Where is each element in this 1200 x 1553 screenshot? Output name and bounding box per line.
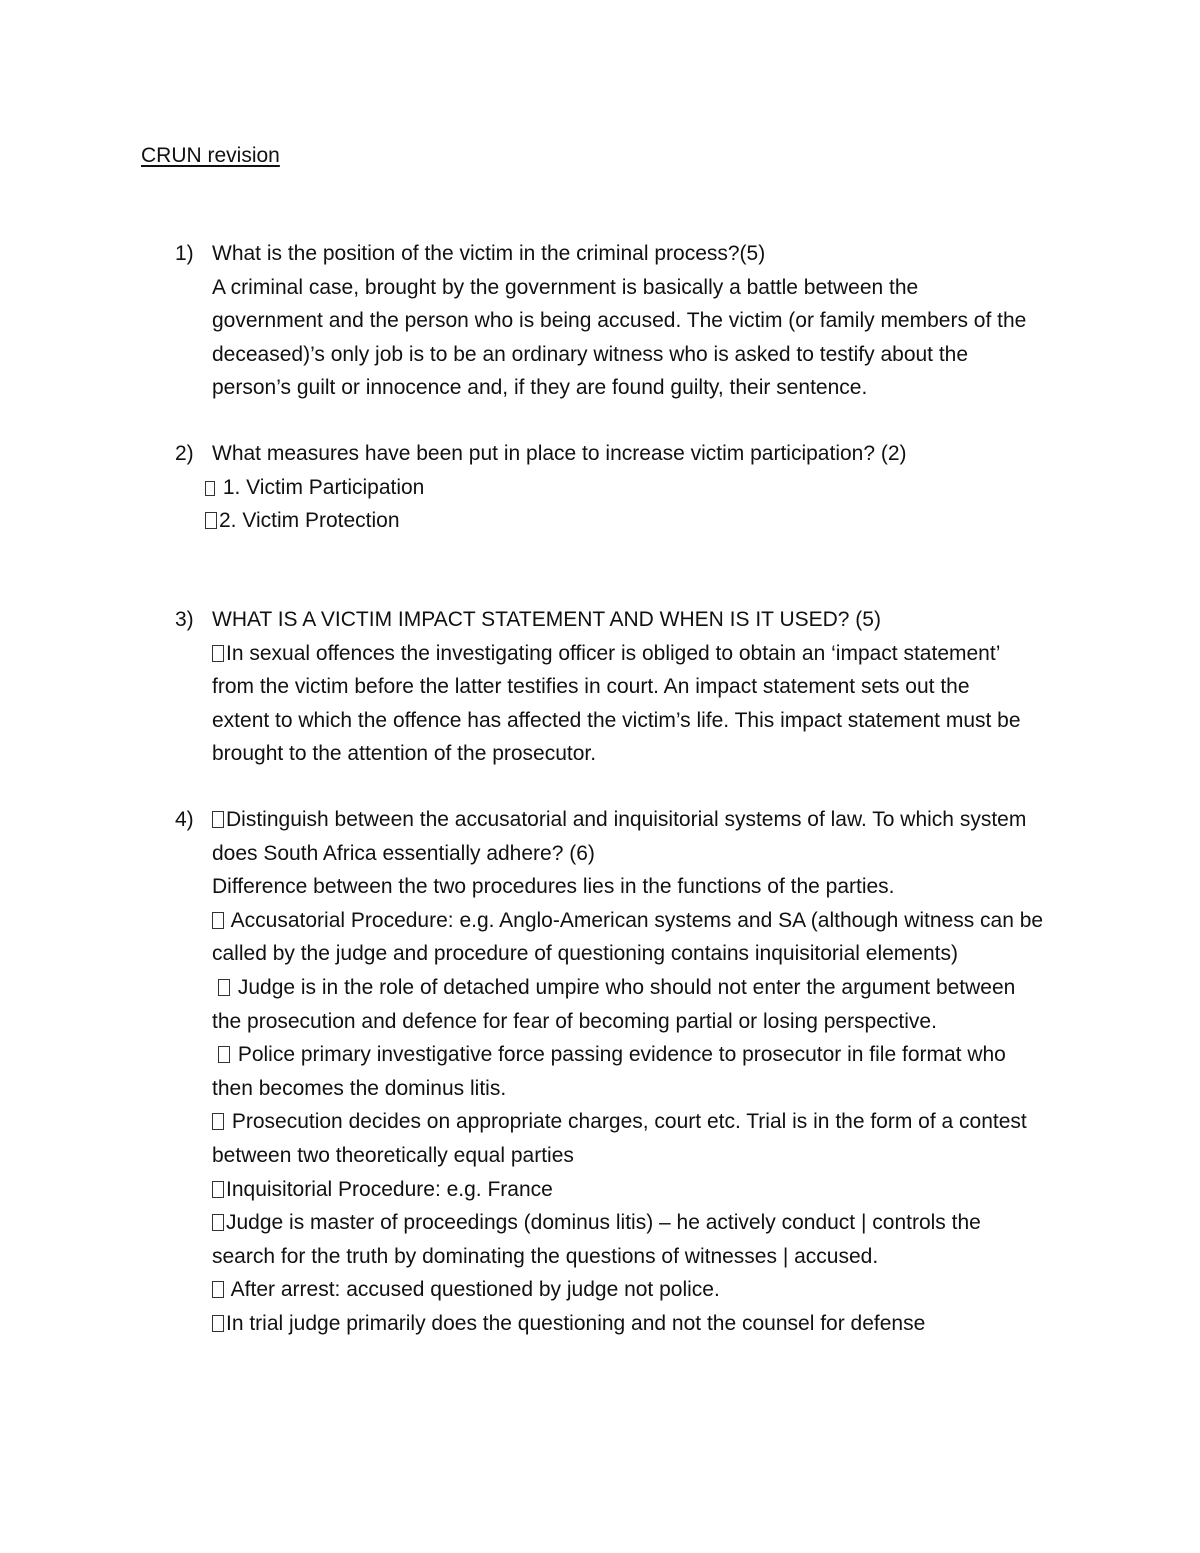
answer-line: search for the truth by dominating the questions of witnesses | accused. bbox=[212, 1244, 879, 1268]
answer-line: the prosecution and defence for fear of becoming partial or losing perspective. bbox=[212, 1009, 937, 1033]
answer-text: 1. Victim Participation bbox=[217, 475, 425, 499]
answer-line bbox=[218, 1038, 1082, 1072]
answer-line: between two theoretically equal parties bbox=[212, 1143, 574, 1167]
question-text: does South Africa essentially adhere? (6) bbox=[212, 841, 595, 865]
answer-text: Police primary investigative force passing evidence to prosecutor in file format who bbox=[232, 1043, 1006, 1067]
question-number: 3) bbox=[175, 608, 194, 631]
missing-glyph-icon bbox=[218, 979, 230, 996]
question-body bbox=[212, 437, 1082, 538]
answer-text: Prosecution decides on appropriate charges, court etc. Trial is in the form of a contest bbox=[226, 1110, 1027, 1134]
answer-line bbox=[205, 471, 1082, 505]
question-text: WHAT IS A VICTIM IMPACT STATEMENT AND WHEN IS IT USED? (5) bbox=[212, 608, 881, 631]
missing-glyph-icon bbox=[212, 1113, 224, 1130]
answer-line: deceased)’s only job is to be an ordinary witness who is asked to testify about the bbox=[212, 342, 969, 366]
question-number: 1) bbox=[175, 242, 194, 265]
question-body bbox=[212, 237, 1082, 405]
missing-glyph-icon bbox=[212, 1281, 224, 1298]
question-text: What measures have been put in place to increase victim participation? (2) bbox=[212, 442, 907, 465]
answer-line: then becomes the dominus litis. bbox=[212, 1076, 507, 1100]
answer-text: In trial judge primarily does the questioning and not the counsel for defense bbox=[226, 1311, 926, 1335]
answer-line: extent to which the offence has affected the victim’s life. This impact statement must be bbox=[212, 708, 1021, 732]
answer-line: Difference between the two procedures lies in the functions of the parties. bbox=[212, 875, 895, 899]
missing-glyph-icon bbox=[218, 1046, 230, 1063]
missing-glyph-icon bbox=[212, 1214, 224, 1231]
document-title: CRUN revision bbox=[141, 144, 280, 167]
answer-line: government and the person who is being accused. The victim (or family members of the bbox=[212, 309, 1027, 333]
answer-line bbox=[212, 637, 1082, 671]
answer-line: A criminal case, brought by the government is basically a battle between the bbox=[212, 275, 919, 299]
answer-text: 2. Victim Protection bbox=[219, 509, 400, 533]
answer-text: Inquisitorial Procedure: e.g. France bbox=[226, 1177, 553, 1201]
answer-line: brought to the attention of the prosecutor. bbox=[212, 742, 597, 766]
question-text: What is the position of the victim in the criminal process?(5) bbox=[212, 242, 766, 265]
answer-line bbox=[205, 504, 1082, 538]
question-body bbox=[212, 603, 1082, 771]
question-number: 2) bbox=[175, 442, 194, 465]
answer-line bbox=[212, 1105, 1082, 1139]
answer-line bbox=[212, 1173, 1082, 1207]
answer-text: Accusatorial Procedure: e.g. Anglo-American systems and SA (although witness can be bbox=[226, 908, 1044, 932]
question-text-content: Distinguish between the accusatorial and inquisitorial systems of law. To which system bbox=[226, 808, 1027, 831]
answer-line: from the victim before the latter testifies in court. An impact statement sets out the bbox=[212, 675, 970, 699]
missing-glyph-icon bbox=[212, 1315, 224, 1332]
answer-text: Judge is master of proceedings (dominus litis) – he actively conduct | controls the bbox=[226, 1211, 981, 1235]
missing-glyph-icon bbox=[212, 645, 224, 662]
answer-text: Judge is in the role of detached umpire who should not enter the argument between bbox=[232, 975, 1016, 999]
answer-line: called by the judge and procedure of questioning contains inquisitorial elements) bbox=[212, 942, 958, 966]
missing-glyph-icon bbox=[212, 1181, 224, 1198]
missing-glyph-icon bbox=[205, 512, 217, 529]
answer-line bbox=[218, 971, 1082, 1005]
missing-glyph-icon bbox=[212, 811, 224, 828]
missing-glyph-icon bbox=[212, 912, 224, 929]
question-number: 4) bbox=[175, 808, 194, 831]
answer-text: In sexual offences the investigating officer is obliged to obtain an ‘impact statement’ bbox=[226, 641, 1001, 665]
answer-line bbox=[212, 1307, 1082, 1341]
answer-line bbox=[212, 1273, 1082, 1307]
answer-line: person’s guilt or innocence and, if they are found guilty, their sentence. bbox=[212, 376, 868, 400]
question-body bbox=[212, 803, 1082, 1341]
answer-text: After arrest: accused questioned by judge not police. bbox=[226, 1278, 720, 1302]
answer-line bbox=[212, 1206, 1082, 1240]
answer-line bbox=[212, 904, 1082, 938]
question-text bbox=[212, 803, 1082, 837]
missing-glyph-icon bbox=[205, 481, 215, 496]
